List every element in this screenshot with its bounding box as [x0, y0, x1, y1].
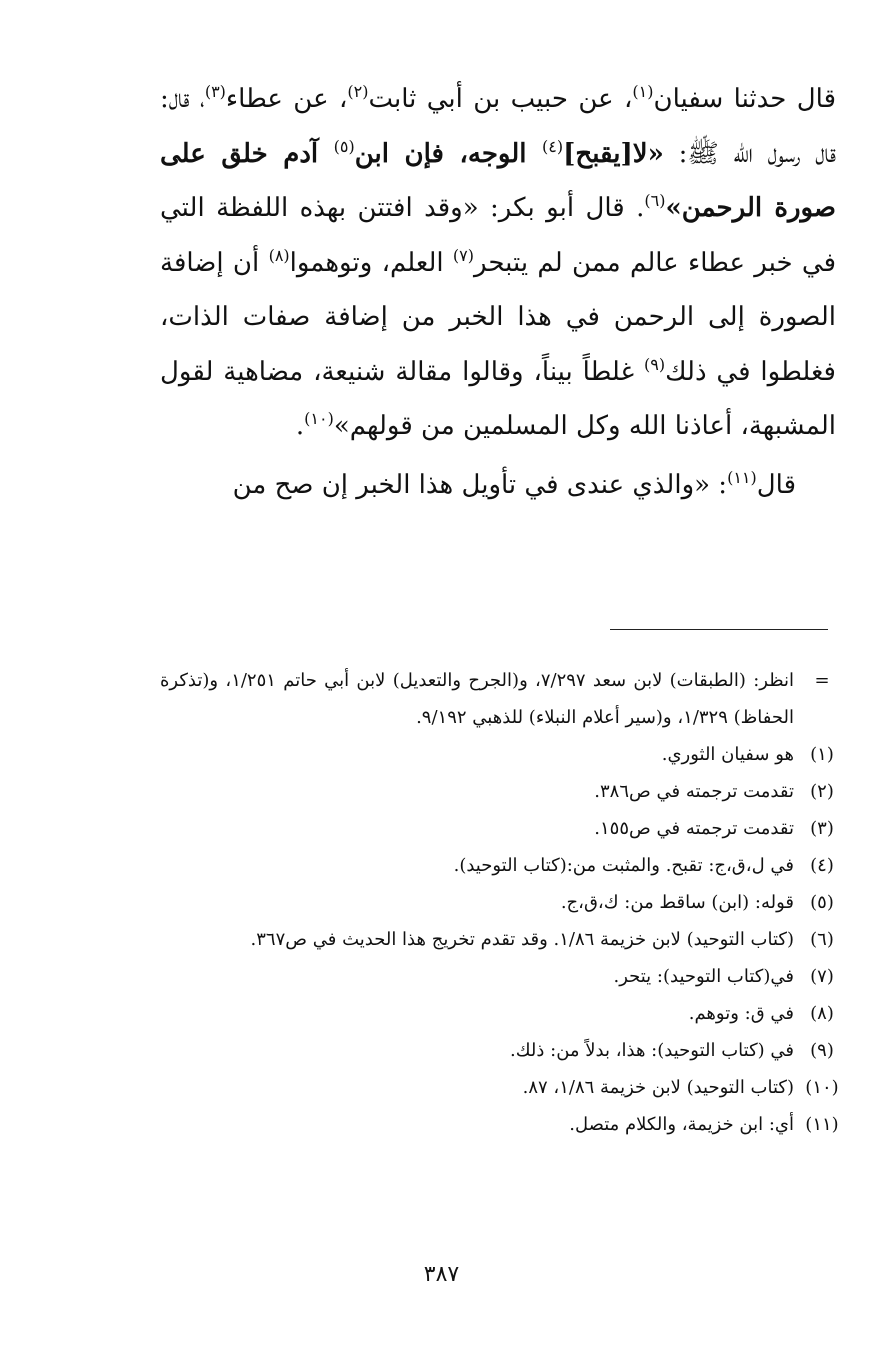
footnote-ref: (١١)	[727, 467, 757, 487]
text-run: ، قال: قال رسول الله ﷺ:	[160, 84, 836, 169]
footnote-number: (٩)	[810, 1040, 834, 1061]
text-run: غلطاً بيناً، وقالوا مقالة شنيعة، مضاهية لقول المشبهة، أعاذنا الله وكل المسلمين من قولهم»	[160, 356, 836, 441]
footnote-ref: (٣)	[204, 82, 226, 101]
footnote-ref: (٥)	[333, 136, 355, 156]
text-run: العلم، وتوهموا	[289, 247, 453, 278]
footnote-item	[160, 810, 850, 847]
footnote-item	[160, 736, 850, 773]
footnote-item	[160, 1106, 850, 1143]
footnote-item	[160, 1069, 850, 1106]
text-run: ، عن حبيب بن أبي ثابت	[368, 84, 633, 114]
footnote-text: قوله: (ابن) ساقط من: ك،ق،ج.	[560, 892, 794, 913]
footnote-number: =	[814, 670, 830, 691]
footnote-text: في ق: وتوهم.	[688, 1003, 794, 1024]
footnote-text: (كتاب التوحيد) لابن خزيمة ١/٨٦. وقد تقدم تخريج هذا الحديث في ص٣٦٧.	[250, 929, 794, 950]
text-run: . قال أبو بكر: «وقد افتتن بهذه اللفظة التي في خبر عطاء عالم ممن لم يتبحر	[160, 193, 836, 278]
footnote-number: (٢)	[810, 781, 834, 802]
footnote-number: (١٠)	[805, 1077, 839, 1098]
hadith-text: آدم خلق على صورة الرحمن»	[160, 138, 837, 223]
footnote-item	[160, 958, 850, 995]
footnote-text: أي: ابن خزيمة، والكلام متصل.	[569, 1114, 794, 1135]
text-run: : «والذي عندى في تأويل هذا الخبر إن صح من	[232, 469, 728, 500]
footnote-number: (٥)	[810, 892, 834, 913]
footnote-text: في ل،ق،ج: تقبح. والمثبت من:(كتاب التوحيد).	[453, 855, 794, 876]
footnote-item	[160, 1032, 850, 1069]
footnote-text: انظر: (الطبقات) لابن سعد ٧/٢٩٧، و(الجرح والتعديل) لابن أبي حاتم ١/٢٥١، و(تذكرة الحفاظ) ١/٣٢٩، و(سير أعلام النبلاء) للذهبي ٩/١٩٢.	[160, 670, 794, 728]
footnote-text: تقدمت ترجمته في ص٣٨٦.	[594, 781, 794, 802]
footnote-item	[160, 995, 850, 1032]
footnote-text: هو سفيان الثوري.	[661, 744, 794, 765]
footnote-number: (١١)	[805, 1114, 839, 1135]
hadith-text: الوجه، فإن ابن	[354, 138, 543, 169]
footnote-ref: (٢)	[347, 82, 369, 101]
footnote-number: (١)	[810, 744, 834, 765]
footnote-ref: (٧)	[452, 245, 475, 265]
footnote-ref: (١)	[632, 82, 654, 101]
main-paragraph	[160, 72, 836, 454]
footnote-number: (٣)	[810, 818, 834, 839]
footnote-ref: (٩)	[644, 354, 666, 374]
footnote-item	[160, 662, 850, 736]
footnote-text: تقدمت ترجمته في ص١٥٥.	[594, 818, 794, 839]
text-run: قال حدثنا سفيان	[653, 84, 836, 114]
hadith-text: «لا[يقبح]	[563, 138, 664, 169]
footnote-text: (كتاب التوحيد) لابن خزيمة ١/٨٦، ٨٧.	[522, 1077, 794, 1098]
footnote-item	[160, 921, 850, 958]
footnote-text: في(كتاب التوحيد): يتحر.	[613, 966, 794, 987]
text-run: أن إضافة الصورة إلى الرحمن في هذا الخبر من إضافة صفات الذات، فغلطوا في ذلك	[160, 247, 836, 387]
footnote-ref: (٨)	[268, 245, 290, 265]
text-run: .	[295, 411, 305, 441]
text-run: ، عن عطاء	[225, 84, 348, 114]
footnote-item	[160, 847, 850, 884]
footnote-item	[160, 884, 850, 921]
text-run: قال	[756, 469, 796, 500]
footnote-number: (٤)	[810, 855, 834, 876]
footnote-number: (٨)	[810, 1003, 834, 1024]
footnote-ref: (٦)	[644, 191, 666, 210]
main-paragraph	[160, 458, 836, 513]
main-text	[160, 72, 836, 512]
footnotes-section	[160, 662, 850, 1143]
footnote-number: (٧)	[810, 966, 834, 987]
footnote-item	[160, 773, 850, 810]
footnote-separator	[610, 629, 828, 630]
footnote-text: في (كتاب التوحيد): هذا، بدلاً من: ذلك.	[510, 1040, 794, 1061]
footnote-ref: (٤)	[542, 136, 564, 156]
page-number: ٣٨٧	[423, 1262, 460, 1287]
footnote-number: (٦)	[810, 929, 834, 950]
footnote-ref: (١٠)	[304, 409, 334, 428]
